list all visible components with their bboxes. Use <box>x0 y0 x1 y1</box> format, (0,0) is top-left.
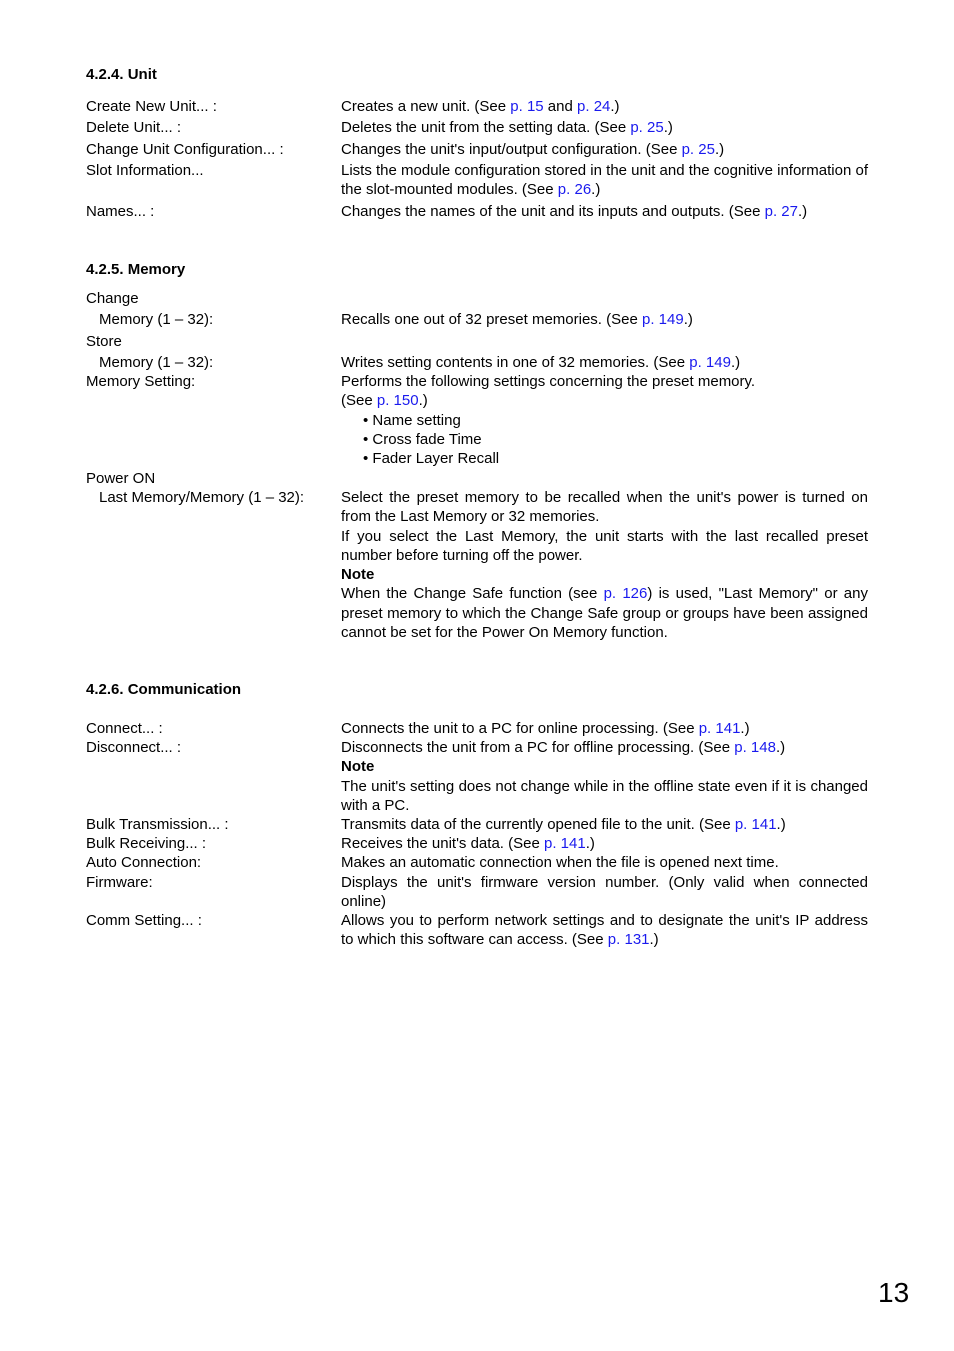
entry-description: Creates a new unit. (See p. 15 and p. 24.) <box>341 98 620 115</box>
page-link[interactable]: p. 141 <box>543 835 586 852</box>
page-link[interactable]: p. 25 <box>630 119 664 136</box>
entry-description: Allows you to perform network settings and to designate the unit's IP address to which this software can access. (See p. 131.) <box>341 912 868 949</box>
group-label: Store <box>86 333 122 350</box>
group-label: Change <box>86 290 139 307</box>
entry-description: Lists the module configuration stored in the unit and the cognitive information of the slot-mounted modules. (See p. 26.) <box>341 162 868 199</box>
section-heading-memory: 4.2.5. Memory <box>86 261 186 278</box>
entry-description: Deletes the unit from the setting data. (See p. 25.) <box>341 119 673 136</box>
entry-description: Changes the unit's input/output configuration. (See p. 25.) <box>341 141 725 158</box>
entry-description: Transmits data of the currently opened file to the unit. (See p. 141.) <box>341 816 786 833</box>
entry-label: Disconnect... : <box>86 739 182 756</box>
bullet-item: • Cross fade Time <box>363 430 482 448</box>
entry-label: Comm Setting... : <box>86 912 202 929</box>
entry-label: Bulk Transmission... : <box>86 816 229 833</box>
entry-description: Makes an automatic connection when the file is opened next time. <box>341 854 779 871</box>
page-number: 13 <box>878 1277 910 1308</box>
entry-label: Memory (1 – 32): <box>99 354 214 371</box>
entry-description: Disconnects the unit from a PC for offline processing. (See p. 148.) Note The unit's setting does not change while in the offline state even if it is changed with a PC. <box>341 739 868 814</box>
page-link[interactable]: p. 149 <box>641 311 684 328</box>
page-link[interactable]: p. 149 <box>689 354 731 371</box>
entry-description: Connects the unit to a PC for online processing. (See p. 141.) <box>341 720 750 737</box>
note-heading: Note <box>341 758 375 776</box>
entry-description: Writes setting contents in one of 32 memories. (See p. 149.) <box>341 354 741 371</box>
page-link[interactable]: p. 131 <box>607 931 650 949</box>
page-link[interactable]: p. 25 <box>681 141 715 158</box>
entry-label: Memory (1 – 32): <box>99 311 214 328</box>
entry-label: Auto Connection: <box>86 854 202 871</box>
entry-description: Select the preset memory to be recalled when the unit's power is turned on from the Last Memory or 32 memories. If you select the Last Memory, the unit starts with the last recalled preset number before turning off the power. Note When the Change Safe function (see p. 126) is used, "Last Memory" or any preset memory to which the Change Safe group or groups have been assigned cannot be set for the Power On Memory function. <box>341 489 868 642</box>
bullet-item: • Fader Layer Recall <box>363 450 500 468</box>
page-link[interactable]: p. 150 <box>376 392 419 410</box>
entry-label: Bulk Receiving... : <box>86 835 207 852</box>
page-link[interactable]: p. 26 <box>557 181 592 199</box>
page-link[interactable]: p. 126 <box>603 585 648 603</box>
page-link[interactable]: p. 15 <box>510 98 544 115</box>
group-label: Power ON <box>86 470 156 487</box>
page-link[interactable]: p. 148 <box>734 739 776 756</box>
entry-description: Receives the unit's data. (See p. 141.) <box>341 835 595 852</box>
page-link[interactable]: p. 141 <box>698 720 741 737</box>
section-heading-communication: 4.2.6. Communication <box>86 681 242 698</box>
note-text: The unit's setting does not change while in the offline state even if it is changed with a PC. <box>341 777 868 814</box>
note-text: When the Change Safe function (see p. 126) is used, "Last Memory" or any preset memory to which the Change Safe group or groups have been assigned cannot be set for the Power On Memory function. <box>341 585 868 642</box>
entry-label: Slot Information... <box>86 162 204 179</box>
entry-description: Recalls one out of 32 preset memories. (See p. 149.) <box>341 311 693 328</box>
entry-description: Changes the names of the unit and its inputs and outputs. (See p. 27.) <box>341 203 808 220</box>
note-heading: Note <box>341 566 375 584</box>
entry-description: Performs the following settings concerning the preset memory. (See p. 150.) • Name setting • Cross fade Time • Fader Layer Recall <box>341 372 868 468</box>
bullet-item: • Name setting <box>363 411 461 429</box>
page-link[interactable]: p. 24 <box>577 98 611 115</box>
page-link[interactable]: p. 27 <box>764 203 798 220</box>
entry-label: Connect... : <box>86 720 163 737</box>
entry-label: Firmware: <box>86 874 153 891</box>
entry-label: Memory Setting: <box>86 373 196 390</box>
entry-description: Displays the unit's firmware version number. (Only valid when connected online) <box>341 874 868 911</box>
page-link[interactable]: p. 141 <box>734 816 777 833</box>
entry-label: Names... : <box>86 203 155 220</box>
entry-label: Create New Unit... : <box>86 98 217 115</box>
section-heading-unit: 4.2.4. Unit <box>86 66 157 83</box>
entry-label: Last Memory/Memory (1 – 32): <box>99 489 305 506</box>
entry-label: Delete Unit... : <box>86 119 182 136</box>
entry-label: Change Unit Configuration... : <box>86 141 284 158</box>
